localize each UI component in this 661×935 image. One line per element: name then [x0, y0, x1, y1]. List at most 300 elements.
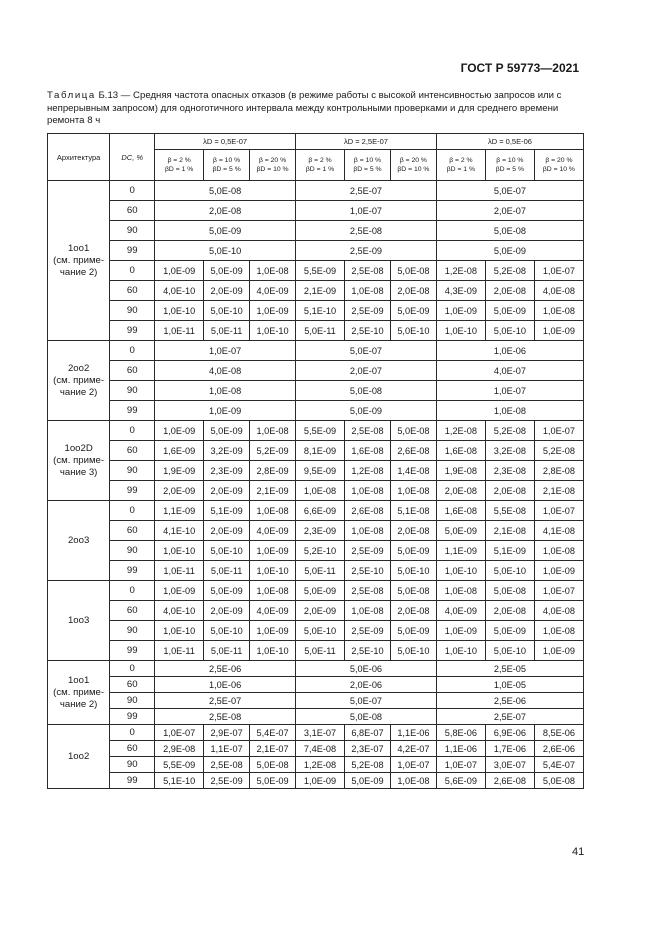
- beta-d-label: βD = 1 %: [165, 166, 194, 173]
- value-cell: 5,0E-10: [485, 321, 534, 341]
- beta-d-label: βD = 5 %: [212, 166, 241, 173]
- dc-cell: 60: [110, 441, 155, 461]
- value-cell: 2,9E-07: [204, 725, 250, 741]
- table-row: [48, 481, 584, 501]
- value-cell: 1,0E-10: [436, 641, 485, 661]
- dc-cell: 60: [110, 361, 155, 381]
- dc-cell: 60: [110, 601, 155, 621]
- architecture-line: (см. приме-: [53, 686, 105, 698]
- value-cell: 1,0E-09: [250, 621, 296, 641]
- merged-value-cell: 5,0E-08: [155, 181, 296, 201]
- value-cell: 5,4E-07: [250, 725, 296, 741]
- architecture-line: 1oo2D: [64, 442, 93, 454]
- value-cell: 5,2E-10: [296, 541, 345, 561]
- value-cell: 5,0E-10: [204, 301, 250, 321]
- value-cell: 5,0E-09: [204, 581, 250, 601]
- value-cell: 1,0E-11: [155, 321, 204, 341]
- value-cell: 5,0E-09: [204, 261, 250, 281]
- merged-value-cell: 5,0E-09: [155, 221, 296, 241]
- value-cell: 4,0E-10: [155, 601, 204, 621]
- value-cell: 2,5E-10: [345, 641, 391, 661]
- architecture-cell: [48, 661, 110, 725]
- dc-cell: 60: [110, 201, 155, 221]
- value-cell: 1,0E-11: [155, 641, 204, 661]
- table-row: [48, 401, 584, 421]
- value-cell: 2,5E-09: [345, 301, 391, 321]
- lambda-header: λD = 0,5E-06: [436, 134, 583, 150]
- value-cell: 2,6E-08: [345, 501, 391, 521]
- beta-subheader: [390, 150, 436, 181]
- page-number: 41: [572, 846, 585, 858]
- merged-value-cell: 5,0E-08: [296, 381, 437, 401]
- value-cell: 1,0E-08: [436, 581, 485, 601]
- value-cell: 1,0E-10: [155, 301, 204, 321]
- merged-value-cell: 2,5E-07: [296, 181, 437, 201]
- dc-cell: 99: [110, 709, 155, 725]
- value-cell: 1,0E-10: [155, 621, 204, 641]
- value-cell: 1,0E-10: [155, 541, 204, 561]
- beta-d-label: βD = 5 %: [353, 166, 382, 173]
- beta-label: β = 2 %: [449, 157, 473, 164]
- merged-value-cell: 1,0E-08: [436, 401, 583, 421]
- merged-value-cell: 2,0E-07: [296, 361, 437, 381]
- value-cell: 4,0E-08: [534, 281, 583, 301]
- value-cell: 2,5E-09: [345, 541, 391, 561]
- table-row: [48, 521, 584, 541]
- table-row: [48, 641, 584, 661]
- architecture-line: (см. приме-: [53, 254, 105, 266]
- table-row: [48, 661, 584, 677]
- value-cell: 5,5E-09: [296, 261, 345, 281]
- value-cell: 1,0E-07: [534, 581, 583, 601]
- value-cell: 1,2E-08: [436, 421, 485, 441]
- value-cell: 5,0E-10: [390, 641, 436, 661]
- architecture-line: 1oo2: [67, 750, 90, 762]
- value-cell: 1,0E-09: [155, 581, 204, 601]
- value-cell: 1,0E-07: [534, 261, 583, 281]
- value-cell: 4,0E-08: [534, 601, 583, 621]
- value-cell: 2,1E-09: [296, 281, 345, 301]
- architecture-cell: [48, 501, 110, 581]
- value-cell: 4,1E-08: [534, 521, 583, 541]
- value-cell: 2,1E-08: [534, 481, 583, 501]
- merged-value-cell: 2,5E-07: [155, 693, 296, 709]
- dc-cell: 99: [110, 401, 155, 421]
- value-cell: 5,0E-08: [390, 581, 436, 601]
- merged-value-cell: 1,0E-09: [155, 401, 296, 421]
- value-cell: 5,0E-08: [390, 261, 436, 281]
- value-cell: 5,0E-09: [204, 421, 250, 441]
- value-cell: 4,0E-10: [155, 281, 204, 301]
- value-cell: 1,0E-08: [345, 281, 391, 301]
- table-row: [48, 677, 584, 693]
- dc-cell: 0: [110, 501, 155, 521]
- value-cell: 1,0E-08: [250, 581, 296, 601]
- architecture-line: 1oo3: [67, 614, 90, 626]
- merged-value-cell: 1,0E-06: [436, 341, 583, 361]
- table-row: [48, 621, 584, 641]
- table-caption: [47, 90, 585, 128]
- value-cell: 1,7E-06: [485, 741, 534, 757]
- dc-cell: 90: [110, 757, 155, 773]
- value-cell: 5,0E-08: [485, 581, 534, 601]
- dc-cell: 90: [110, 693, 155, 709]
- value-cell: 1,6E-08: [436, 501, 485, 521]
- value-cell: 5,4E-07: [534, 757, 583, 773]
- value-cell: 5,0E-10: [204, 621, 250, 641]
- value-cell: 3,2E-08: [485, 441, 534, 461]
- value-cell: 1,0E-09: [250, 541, 296, 561]
- dc-cell: 90: [110, 381, 155, 401]
- value-cell: 1,0E-10: [436, 561, 485, 581]
- merged-value-cell: 2,5E-06: [436, 693, 583, 709]
- value-cell: 1,9E-08: [436, 461, 485, 481]
- dc-cell: 0: [110, 661, 155, 677]
- beta-subheader: [485, 150, 534, 181]
- value-cell: 2,5E-09: [345, 621, 391, 641]
- value-cell: 2,0E-09: [204, 481, 250, 501]
- table-row: [48, 709, 584, 725]
- dc-cell: 0: [110, 261, 155, 281]
- value-cell: 1,0E-09: [534, 641, 583, 661]
- value-cell: 2,3E-08: [485, 461, 534, 481]
- merged-value-cell: 4,0E-07: [436, 361, 583, 381]
- table-row: [48, 693, 584, 709]
- merged-value-cell: 1,0E-06: [155, 677, 296, 693]
- value-cell: 2,8E-08: [534, 461, 583, 481]
- value-cell: 5,0E-10: [390, 561, 436, 581]
- value-cell: 1,0E-10: [250, 641, 296, 661]
- value-cell: 2,5E-08: [345, 261, 391, 281]
- value-cell: 5,5E-09: [155, 757, 204, 773]
- value-cell: 5,0E-09: [390, 621, 436, 641]
- caption-text: Б.13 — Средняя частота опасных отказов (в режиме работы с высокой интенсивностью запросов или с непрерывным запросом) для одноготичного интервала между контрольными проверками и для среднего времени ремонта 8 ч: [47, 90, 562, 127]
- table-row: [48, 361, 584, 381]
- value-cell: 2,0E-08: [390, 521, 436, 541]
- dc-cell: 99: [110, 561, 155, 581]
- value-cell: 2,8E-09: [250, 461, 296, 481]
- value-cell: 4,0E-09: [250, 601, 296, 621]
- beta-d-label: βD = 10 %: [397, 166, 430, 173]
- value-cell: 5,0E-09: [485, 301, 534, 321]
- merged-value-cell: 5,0E-09: [296, 401, 437, 421]
- dc-cell: 90: [110, 221, 155, 241]
- value-cell: 5,0E-10: [485, 641, 534, 661]
- merged-value-cell: 5,0E-07: [436, 181, 583, 201]
- value-cell: 5,2E-08: [485, 421, 534, 441]
- value-cell: 2,9E-08: [155, 741, 204, 757]
- value-cell: 5,0E-11: [296, 561, 345, 581]
- value-cell: 1,0E-07: [436, 757, 485, 773]
- beta-subheader: [534, 150, 583, 181]
- value-cell: 5,0E-11: [296, 321, 345, 341]
- value-cell: 2,1E-09: [250, 481, 296, 501]
- table-row: [48, 725, 584, 741]
- value-cell: 1,0E-07: [534, 421, 583, 441]
- architecture-cell: [48, 181, 110, 341]
- table-row: [48, 201, 584, 221]
- beta-label: β = 20 %: [545, 157, 573, 164]
- value-cell: 5,2E-08: [345, 757, 391, 773]
- merged-value-cell: 5,0E-08: [296, 709, 437, 725]
- beta-label: β = 2 %: [308, 157, 332, 164]
- value-cell: 9,5E-09: [296, 461, 345, 481]
- value-cell: 1,0E-11: [155, 561, 204, 581]
- value-cell: 2,5E-08: [345, 581, 391, 601]
- value-cell: 1,1E-09: [155, 501, 204, 521]
- value-cell: 1,0E-08: [534, 621, 583, 641]
- dc-cell: 0: [110, 581, 155, 601]
- dc-cell: 60: [110, 281, 155, 301]
- beta-d-label: βD = 10 %: [256, 166, 289, 173]
- value-cell: 7,4E-08: [296, 741, 345, 757]
- value-cell: 1,0E-07: [155, 725, 204, 741]
- architecture-line: (см. приме-: [53, 374, 105, 386]
- merged-value-cell: 2,5E-05: [436, 661, 583, 677]
- dc-cell: 0: [110, 725, 155, 741]
- table-row: [48, 241, 584, 261]
- architecture-cell: [48, 341, 110, 421]
- value-cell: 5,0E-10: [485, 561, 534, 581]
- value-cell: 4,1E-10: [155, 521, 204, 541]
- table-row: [48, 321, 584, 341]
- beta-subheader: [250, 150, 296, 181]
- value-cell: 5,0E-11: [204, 321, 250, 341]
- value-cell: 2,1E-07: [250, 741, 296, 757]
- value-cell: 1,6E-08: [436, 441, 485, 461]
- value-cell: 2,0E-08: [436, 481, 485, 501]
- value-cell: 4,0E-09: [250, 281, 296, 301]
- architecture-cell: [48, 421, 110, 501]
- dc-cell: 90: [110, 461, 155, 481]
- table-row: [48, 181, 584, 201]
- value-cell: 5,0E-11: [204, 561, 250, 581]
- merged-value-cell: 1,0E-08: [155, 381, 296, 401]
- value-cell: 1,0E-09: [250, 301, 296, 321]
- merged-value-cell: 2,5E-06: [155, 661, 296, 677]
- document-code: ГОСТ Р 59773—2021: [460, 61, 579, 75]
- beta-d-label: βD = 5 %: [495, 166, 524, 173]
- merged-value-cell: 2,0E-06: [296, 677, 437, 693]
- architecture-line: 1oo1: [67, 674, 90, 686]
- value-cell: 5,0E-09: [390, 541, 436, 561]
- architecture-line: (см. приме-: [53, 454, 105, 466]
- failure-frequency-table: [47, 133, 584, 789]
- value-cell: 1,0E-10: [250, 321, 296, 341]
- value-cell: 1,4E-08: [390, 461, 436, 481]
- architecture-line: 2oo3: [67, 534, 90, 546]
- merged-value-cell: 2,0E-08: [155, 201, 296, 221]
- value-cell: 1,0E-09: [534, 561, 583, 581]
- value-cell: 2,0E-09: [204, 521, 250, 541]
- beta-d-label: βD = 10 %: [542, 166, 575, 173]
- value-cell: 1,0E-08: [250, 501, 296, 521]
- value-cell: 4,0E-09: [250, 521, 296, 541]
- architecture-header: Архитектура: [48, 134, 110, 181]
- architecture-line: чание 2): [59, 698, 98, 710]
- merged-value-cell: 2,5E-08: [155, 709, 296, 725]
- value-cell: 5,5E-09: [296, 421, 345, 441]
- dc-cell: 99: [110, 241, 155, 261]
- value-cell: 2,6E-08: [390, 441, 436, 461]
- value-cell: 2,0E-09: [204, 601, 250, 621]
- value-cell: 2,5E-09: [204, 773, 250, 789]
- lambda-header: λD = 2,5E-07: [296, 134, 437, 150]
- value-cell: 8,1E-09: [296, 441, 345, 461]
- beta-d-label: βD = 1 %: [305, 166, 335, 173]
- value-cell: 2,6E-06: [534, 741, 583, 757]
- value-cell: 6,8E-07: [345, 725, 391, 741]
- architecture-cell: [48, 725, 110, 789]
- dc-cell: 99: [110, 321, 155, 341]
- value-cell: 5,0E-08: [390, 421, 436, 441]
- value-cell: 1,6E-08: [345, 441, 391, 461]
- value-cell: 1,0E-09: [436, 621, 485, 641]
- architecture-line: чание 2): [59, 266, 98, 278]
- merged-value-cell: 5,0E-06: [296, 661, 437, 677]
- dc-cell: 0: [110, 181, 155, 201]
- beta-d-label: βD = 1 %: [446, 166, 476, 173]
- value-cell: 2,0E-08: [485, 481, 534, 501]
- value-cell: 5,1E-09: [485, 541, 534, 561]
- value-cell: 1,0E-09: [155, 261, 204, 281]
- architecture-line: 1oo1: [67, 242, 90, 254]
- merged-value-cell: 5,0E-07: [296, 693, 437, 709]
- dc-cell: 99: [110, 773, 155, 789]
- value-cell: 1,0E-09: [436, 301, 485, 321]
- value-cell: 1,0E-08: [250, 421, 296, 441]
- value-cell: 1,0E-10: [250, 561, 296, 581]
- value-cell: 1,1E-06: [390, 725, 436, 741]
- value-cell: 1,1E-06: [436, 741, 485, 757]
- value-cell: 1,2E-08: [345, 461, 391, 481]
- table-row: [48, 261, 584, 281]
- merged-value-cell: 5,0E-10: [155, 241, 296, 261]
- value-cell: 2,0E-09: [296, 601, 345, 621]
- architecture-line: чание 3): [59, 466, 98, 478]
- table-row: [48, 501, 584, 521]
- value-cell: 1,0E-09: [155, 421, 204, 441]
- value-cell: 1,2E-08: [436, 261, 485, 281]
- merged-value-cell: 5,0E-09: [436, 241, 583, 261]
- merged-value-cell: 2,5E-07: [436, 709, 583, 725]
- beta-label: β = 20 %: [258, 157, 287, 164]
- value-cell: 5,1E-10: [155, 773, 204, 789]
- merged-value-cell: 5,0E-07: [296, 341, 437, 361]
- table-row: [48, 741, 584, 757]
- value-cell: 2,3E-07: [345, 741, 391, 757]
- table-row: [48, 541, 584, 561]
- value-cell: 5,0E-09: [436, 521, 485, 541]
- value-cell: 3,0E-07: [485, 757, 534, 773]
- table-row: [48, 461, 584, 481]
- value-cell: 5,0E-10: [296, 621, 345, 641]
- table-row: [48, 757, 584, 773]
- value-cell: 1,0E-08: [345, 601, 391, 621]
- table-row: [48, 281, 584, 301]
- table-row: [48, 341, 584, 361]
- value-cell: 4,0E-09: [436, 601, 485, 621]
- table-row: [48, 441, 584, 461]
- value-cell: 1,0E-07: [534, 501, 583, 521]
- value-cell: 5,2E-08: [534, 441, 583, 461]
- beta-label: β = 2 %: [167, 157, 191, 164]
- beta-label: β = 10 %: [213, 157, 241, 164]
- beta-label: β = 10 %: [496, 157, 524, 164]
- value-cell: 5,0E-09: [250, 773, 296, 789]
- dc-cell: 60: [110, 741, 155, 757]
- value-cell: 5,0E-09: [485, 621, 534, 641]
- merged-value-cell: 1,0E-07: [436, 381, 583, 401]
- caption-label: Таблица: [47, 90, 96, 101]
- merged-value-cell: 5,0E-08: [436, 221, 583, 241]
- value-cell: 6,6E-09: [296, 501, 345, 521]
- dc-cell: 60: [110, 521, 155, 541]
- dc-cell: 90: [110, 621, 155, 641]
- value-cell: 1,1E-09: [436, 541, 485, 561]
- table-row: [48, 581, 584, 601]
- value-cell: 2,1E-08: [485, 521, 534, 541]
- value-cell: 5,1E-08: [390, 501, 436, 521]
- value-cell: 5,5E-08: [485, 501, 534, 521]
- value-cell: 2,3E-09: [296, 521, 345, 541]
- table-row: [48, 301, 584, 321]
- dc-cell: 0: [110, 341, 155, 361]
- value-cell: 1,0E-10: [436, 321, 485, 341]
- value-cell: 1,6E-09: [155, 441, 204, 461]
- value-cell: 1,2E-08: [296, 757, 345, 773]
- value-cell: 2,5E-10: [345, 321, 391, 341]
- value-cell: 1,0E-08: [390, 773, 436, 789]
- value-cell: 5,0E-08: [534, 773, 583, 789]
- value-cell: 8,5E-06: [534, 725, 583, 741]
- table-row: [48, 601, 584, 621]
- table-row: [48, 561, 584, 581]
- architecture-line: чание 2): [59, 386, 98, 398]
- value-cell: 5,2E-09: [250, 441, 296, 461]
- value-cell: 1,0E-08: [390, 481, 436, 501]
- beta-subheader: [296, 150, 345, 181]
- value-cell: 2,5E-08: [204, 757, 250, 773]
- merged-value-cell: 2,5E-09: [296, 241, 437, 261]
- value-cell: 5,0E-10: [390, 321, 436, 341]
- value-cell: 5,1E-10: [296, 301, 345, 321]
- value-cell: 1,0E-08: [534, 301, 583, 321]
- value-cell: 2,0E-09: [204, 281, 250, 301]
- beta-subheader: [155, 150, 204, 181]
- merged-value-cell: 2,5E-08: [296, 221, 437, 241]
- value-cell: 1,0E-09: [534, 321, 583, 341]
- value-cell: 2,5E-10: [345, 561, 391, 581]
- value-cell: 5,2E-08: [485, 261, 534, 281]
- value-cell: 5,0E-09: [390, 301, 436, 321]
- value-cell: 5,8E-06: [436, 725, 485, 741]
- value-cell: 2,3E-09: [204, 461, 250, 481]
- beta-subheader: [345, 150, 391, 181]
- beta-label: β = 20 %: [399, 157, 427, 164]
- dc-cell: 99: [110, 641, 155, 661]
- dc-cell: 99: [110, 481, 155, 501]
- merged-value-cell: 1,0E-07: [296, 201, 437, 221]
- value-cell: 3,1E-07: [296, 725, 345, 741]
- lambda-header: λD = 0,5E-07: [155, 134, 296, 150]
- value-cell: 5,0E-09: [296, 581, 345, 601]
- dc-cell: 60: [110, 677, 155, 693]
- value-cell: 1,9E-09: [155, 461, 204, 481]
- value-cell: 6,9E-06: [485, 725, 534, 741]
- value-cell: 1,0E-07: [390, 757, 436, 773]
- value-cell: 2,0E-09: [155, 481, 204, 501]
